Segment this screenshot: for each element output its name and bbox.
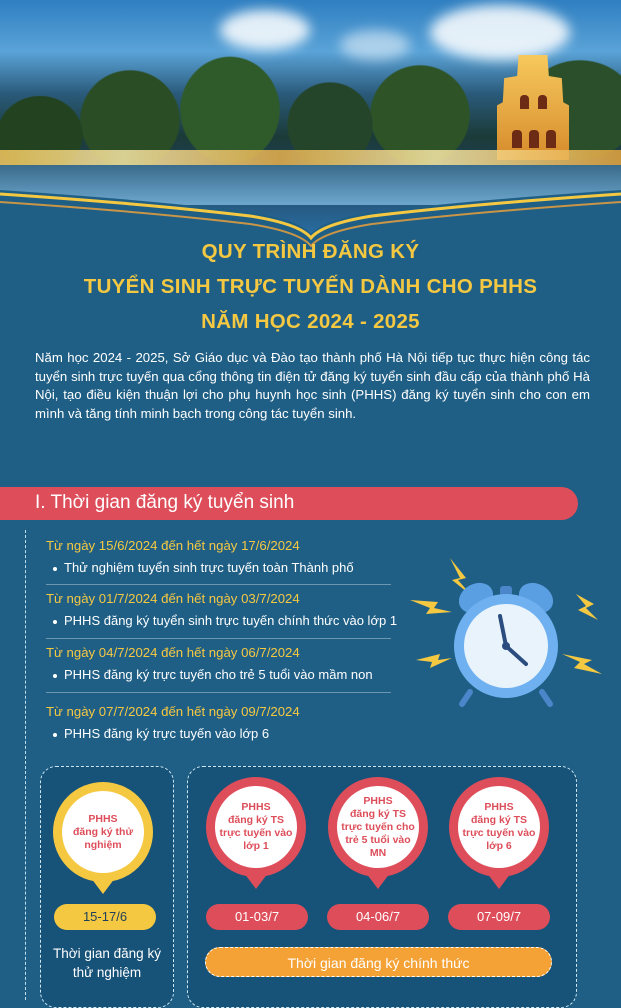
- date-pill-lop6: 07-09/7: [448, 904, 550, 930]
- item-desc: Thử nghiệm tuyển sinh trực tuyến toàn Thành phố: [46, 559, 416, 577]
- pin-text: đăng ký TS: [470, 814, 527, 826]
- pin-text: trẻ 5 tuổi vào: [345, 833, 411, 846]
- section-title: I. Thời gian đăng ký tuyển sinh: [35, 492, 295, 513]
- date-pill-mn: 04-06/7: [327, 904, 429, 930]
- pin-text: PHHS: [241, 801, 271, 813]
- title-line-1: QUY TRÌNH ĐĂNG KÝ: [201, 240, 420, 263]
- item-desc: PHHS đăng ký trực tuyến vào lớp 6: [46, 725, 416, 743]
- item-date: Từ ngày 15/6/2024 đến hết ngày 17/6/2024: [46, 538, 300, 553]
- divider: [46, 638, 391, 639]
- pin-text: trực tuyến vào: [219, 827, 293, 839]
- pin-tail: [366, 873, 390, 889]
- trial-pin: [53, 782, 153, 882]
- official-caption-pill: Thời gian đăng ký chính thức: [205, 947, 552, 977]
- item-date: Từ ngày 01/7/2024 đến hết ngày 03/7/2024: [46, 591, 300, 606]
- pin-tail: [487, 873, 511, 889]
- trial-caption: [44, 944, 170, 982]
- item-date: Từ ngày 07/7/2024 đến hết ngày 09/7/2024: [46, 704, 300, 719]
- timeline-item: [46, 703, 416, 743]
- pin-tail: [91, 878, 115, 894]
- item-desc: PHHS đăng ký tuyển sinh trực tuyến chính thức vào lớp 1: [46, 612, 416, 630]
- pin-text: đăng ký TS: [227, 814, 284, 826]
- alarm-clock-icon: [408, 550, 608, 710]
- pin-text: PHHS: [484, 801, 514, 813]
- divider: [46, 584, 391, 585]
- date-pill-lop1: 01-03/7: [206, 904, 308, 930]
- pin-text: PHHS: [88, 812, 118, 825]
- official-pin-1: [206, 777, 306, 877]
- official-pin-2: [328, 777, 428, 877]
- pin-text: đăng ký TS: [349, 807, 406, 820]
- timeline-item: [46, 590, 416, 630]
- pin-text: đăng ký thử: [72, 825, 134, 838]
- timeline-line: [25, 530, 26, 1000]
- item-desc: PHHS đăng ký trực tuyến cho trẻ 5 tuổi vào mầm non: [46, 666, 416, 684]
- official-pin-3: [449, 777, 549, 877]
- pin-text: trực tuyến cho: [341, 820, 415, 833]
- page-title: [0, 234, 621, 339]
- timeline-item: [46, 537, 416, 577]
- pin-text: nghiệm: [84, 838, 122, 851]
- caption-line: Thời gian đăng ký: [53, 946, 161, 961]
- divider: [46, 692, 391, 693]
- pin-text: lớp 1: [243, 840, 269, 852]
- title-line-2: TUYỂN SINH TRỰC TUYẾN DÀNH CHO PHHS: [83, 275, 538, 298]
- pin-text: trực tuyến vào: [462, 827, 536, 839]
- pin-text: MN: [369, 846, 387, 859]
- title-line-3: NĂM HỌC 2024 - 2025: [201, 310, 420, 333]
- shore-lights: [0, 150, 621, 166]
- trial-date-pill: 15-17/6: [54, 904, 156, 930]
- pin-tail: [244, 873, 268, 889]
- item-date: Từ ngày 04/7/2024 đến hết ngày 06/7/2024: [46, 645, 300, 660]
- timeline-item: [46, 644, 416, 684]
- intro-paragraph: Năm học 2024 - 2025, Sở Giáo dục và Đào tạo thành phố Hà Nội tiếp tục thực hiện công tác tuyển sinh trực tuyến qua cổng thông tin điện tử đăng ký tuyển sinh đầu cấp của thành phố Hà Nội, tạo điều kiện thuận lợi cho phụ huynh học sinh (PHHS) đăng ký tuyển sinh cho con em mình và tăng tính minh bạch trong công tác tuyển sinh.: [35, 350, 590, 421]
- caption-line: thử nghiệm: [72, 965, 142, 980]
- pin-text: lớp 6: [486, 840, 512, 852]
- pin-text: PHHS: [363, 794, 393, 807]
